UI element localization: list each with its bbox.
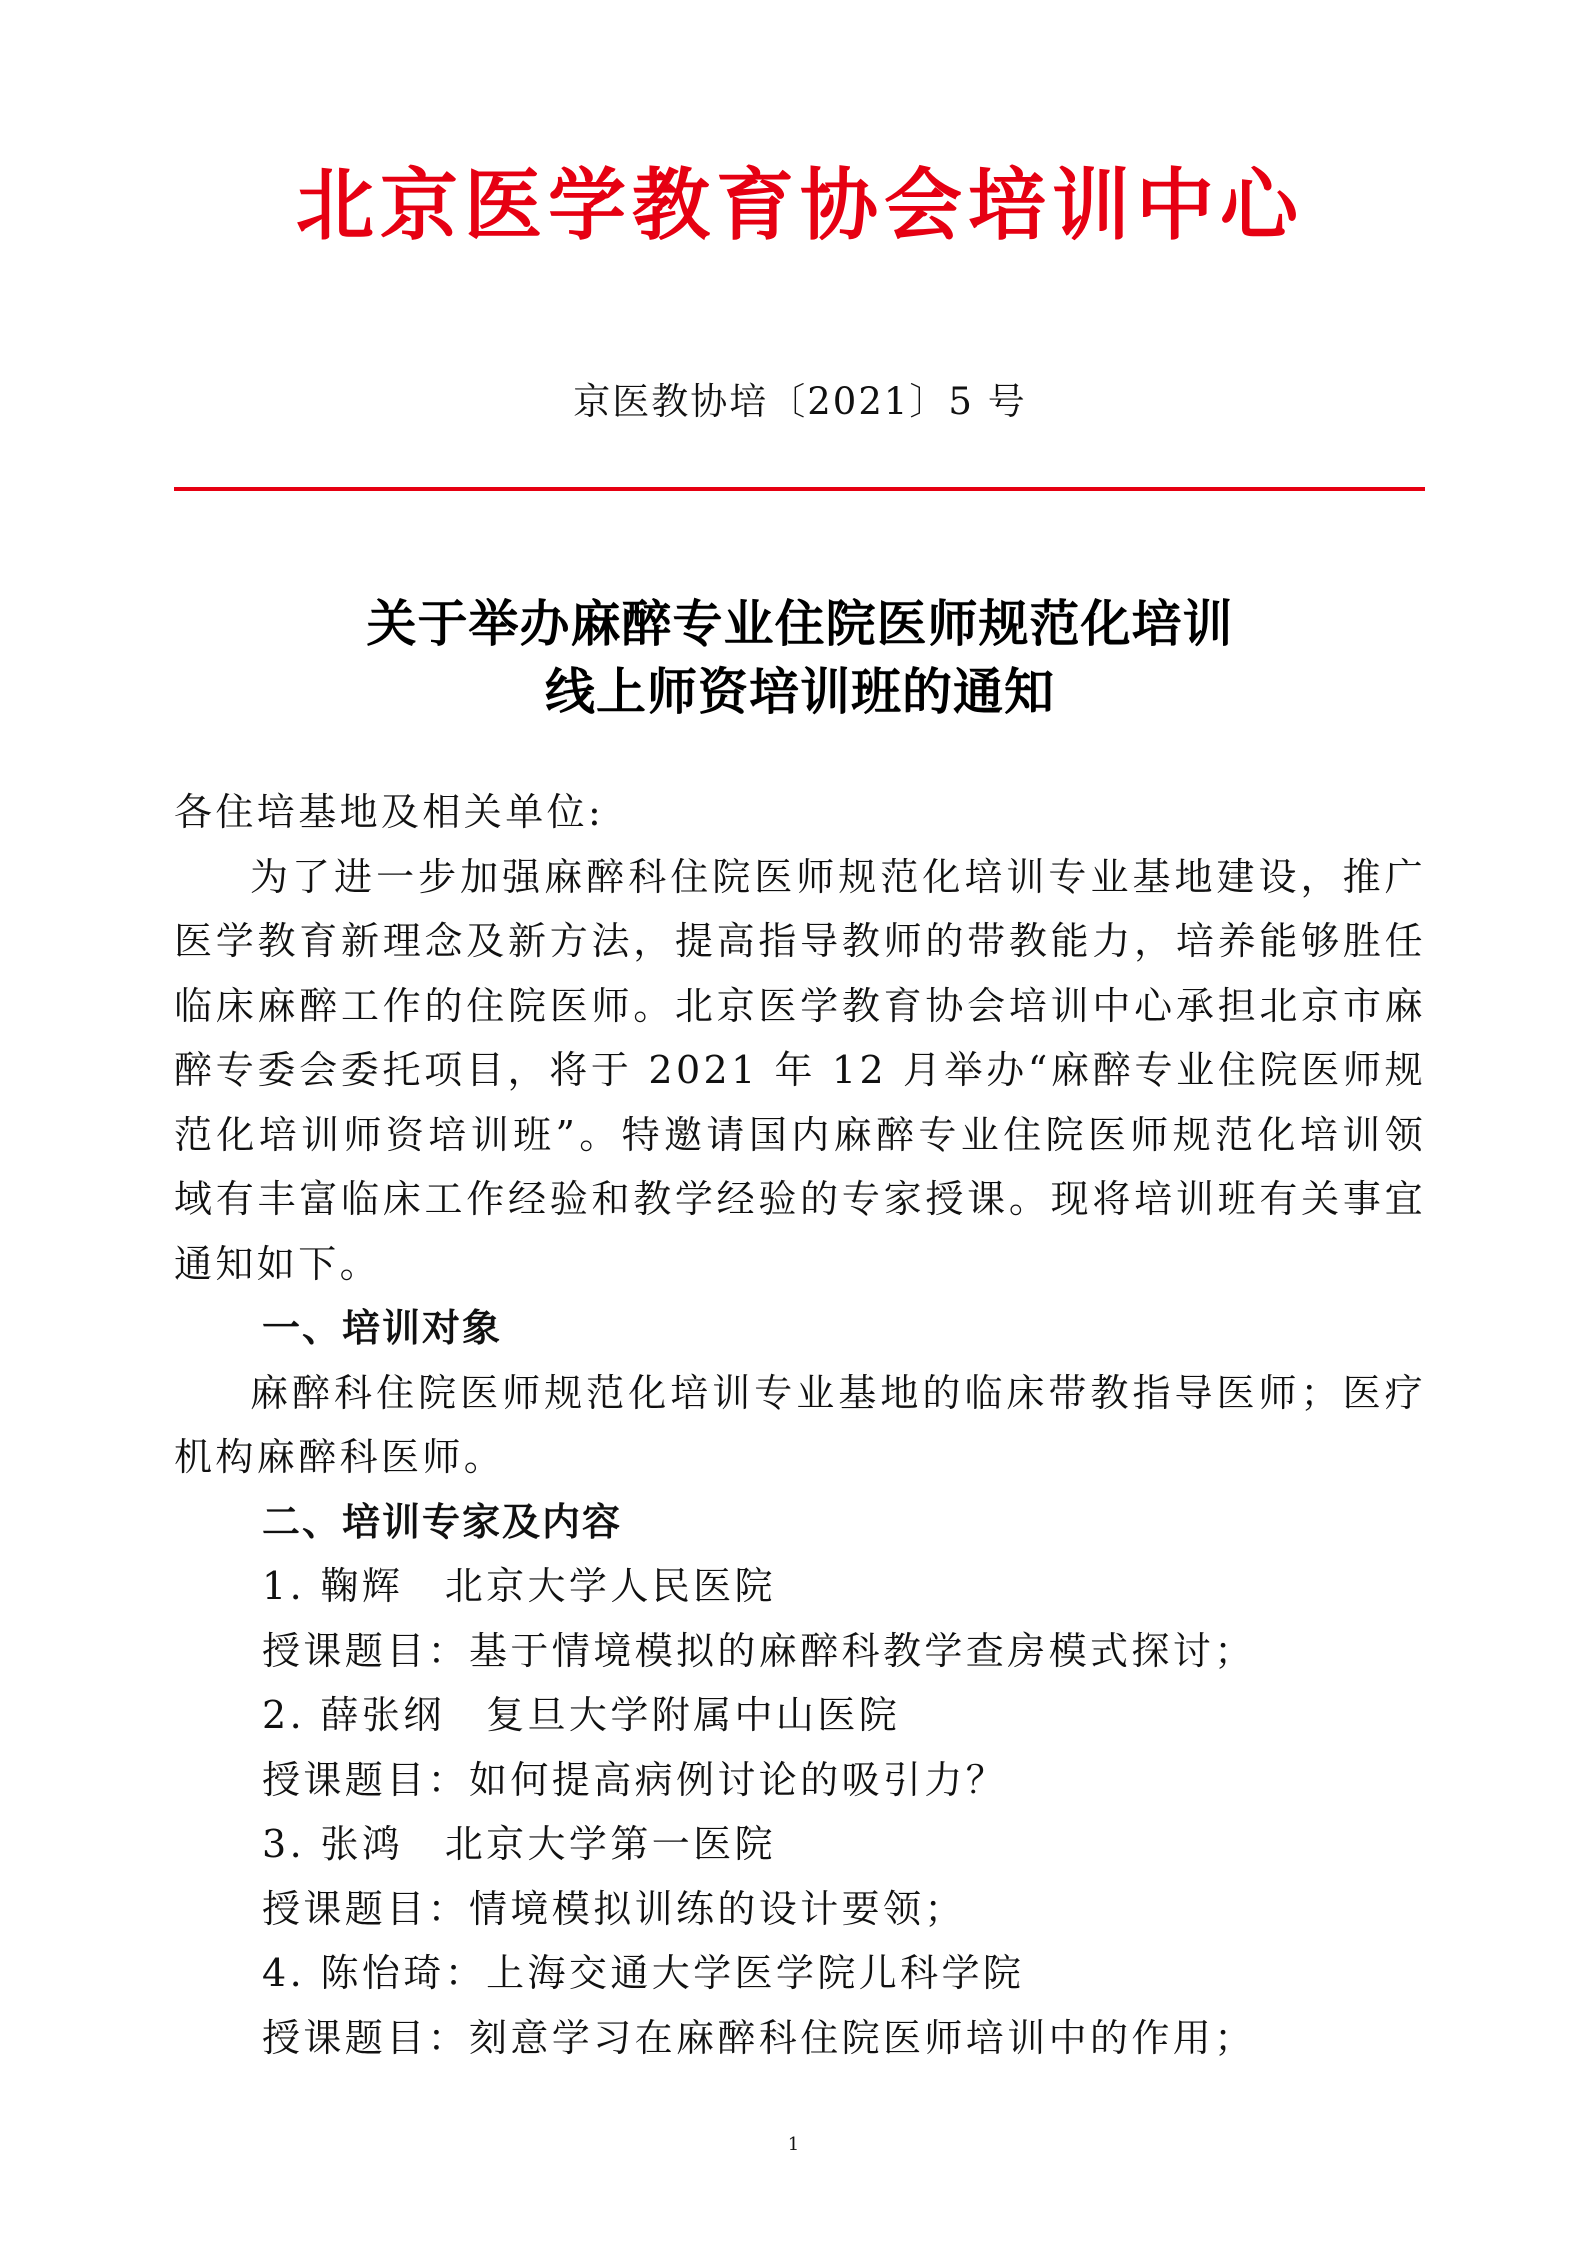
red-divider-line: [174, 487, 1425, 491]
document-number: 京医教协培〔2021〕5 号: [573, 380, 1027, 423]
expert-name-line: 4. 陈怡琦：上海交通大学医学院儿科学院: [262, 1951, 1025, 1995]
expert-name-line: 1. 鞠辉 北京大学人民医院: [262, 1564, 776, 1608]
section-heading-training-target: 一、培训对象: [262, 1306, 503, 1350]
notice-body: [174, 780, 1426, 2070]
notice-title-line-2: 线上师资培训班的通知: [545, 663, 1055, 721]
notice-title-line-1: 关于举办麻醉专业住院医师规范化培训: [366, 595, 1234, 653]
expert-name-line: 2. 薛张纲 复旦大学附属中山医院: [262, 1693, 901, 1737]
section-heading-experts: 二、培训专家及内容: [262, 1499, 623, 1544]
notice-title: [170, 590, 1430, 726]
salutation: 各住培基地及相关单位:: [174, 790, 605, 834]
expert-topic-line: 授课题目：刻意学习在麻醉科住院医师培训中的作用；: [262, 2015, 1256, 2060]
page-number: 1: [787, 2134, 800, 2155]
expert-topic-line: 授课题目：基于情境模拟的麻醉科教学查房模式探讨；: [262, 1628, 1256, 1673]
expert-name-line: 3. 张鸿 北京大学第一医院: [262, 1822, 776, 1866]
training-target-paragraph: 麻醉科住院医师规范化培训专业基地的临床带教指导医师；医疗机构麻醉科医师。: [174, 1370, 1426, 1479]
intro-paragraph: 为了进一步加强麻醉科住院医师规范化培训专业基地建设，推广医学教育新理念及新方法，提高指导教师的带教能力，培养能够胜任临床麻醉工作的住院医师。北京医学教育协会培训中心承担北京市麻醉专委会委托项目，将于 2021 年 12 月举办“麻醉专业住院医师规范化培训师资培训班”。特邀请国内麻醉专业住院医师规范化培训领域有丰富临床工作经验和教学经验的专家授课。现将培训班有关事宜通知如下。: [174, 854, 1426, 1286]
expert-topic-line: 授课题目：情境模拟训练的设计要领；: [262, 1886, 966, 1931]
organization-header: 北京医学教育协会培训中心: [295, 160, 1304, 251]
expert-topic-line: 授课题目：如何提高病例讨论的吸引力？: [262, 1757, 1008, 1802]
